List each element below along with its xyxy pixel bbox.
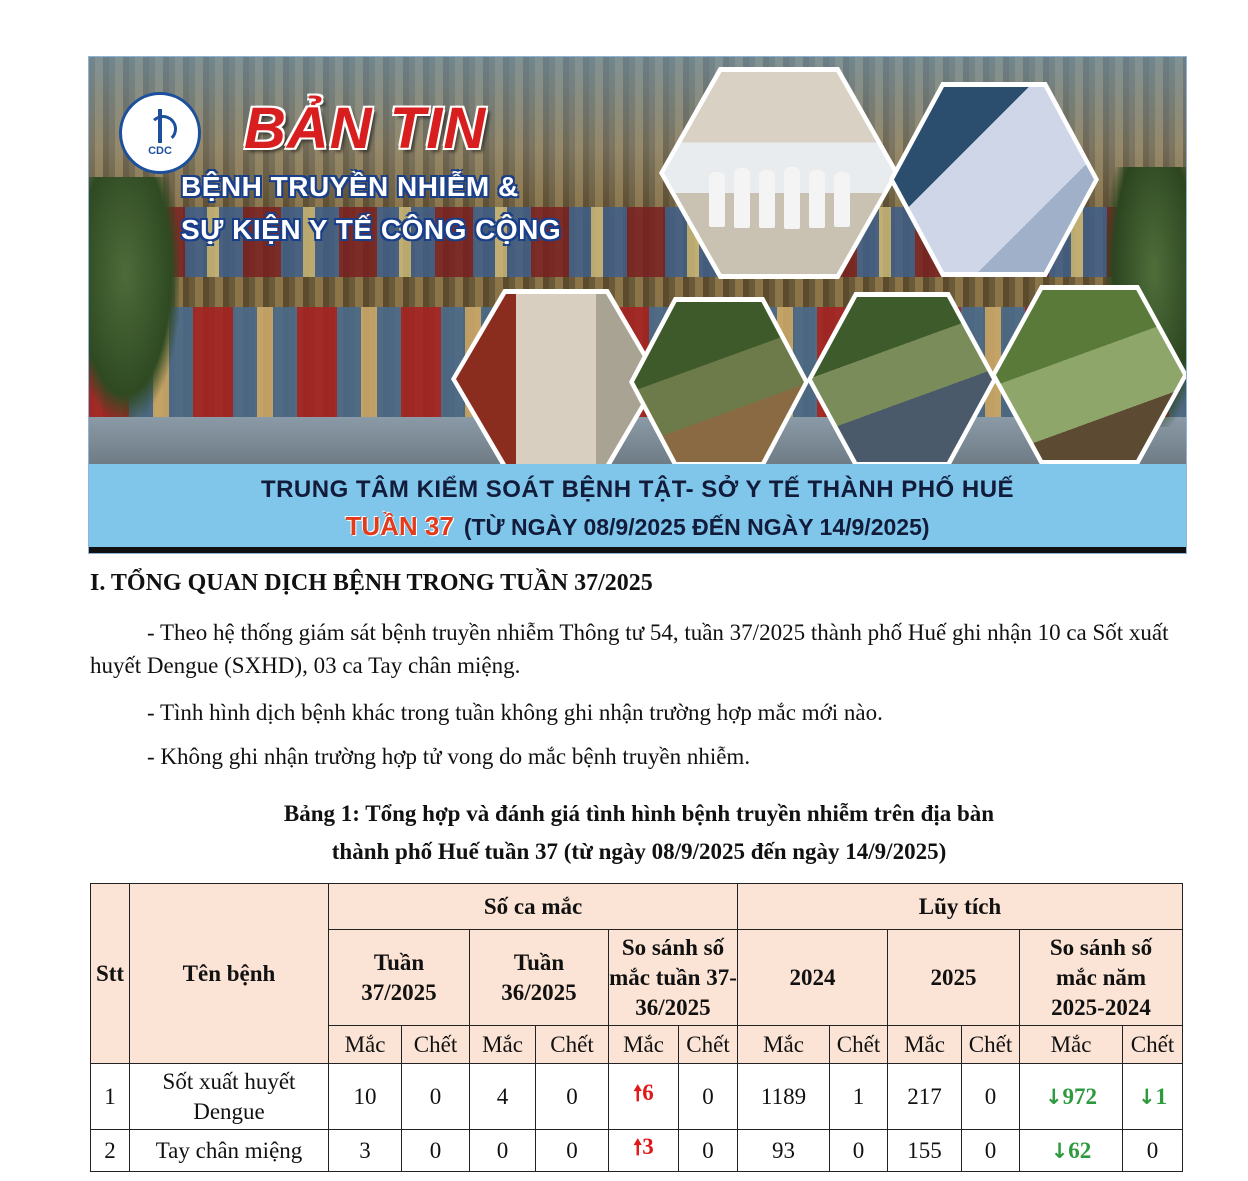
table-caption-line-1: Bảng 1: Tổng hợp và đánh giá tình hình bệnh truyền nhiễm trên địa bàn (283, 801, 995, 826)
subheader-mac: Mắc (888, 1026, 962, 1064)
subheader-mac: Mắc (329, 1026, 402, 1064)
header-cases-group: Số ca mắc (329, 884, 738, 930)
subheader-mac: Mắc (609, 1026, 679, 1064)
cell-compare-year-mac: ↓62 (1020, 1130, 1123, 1172)
subheader-chet: Chết (402, 1026, 470, 1064)
cell-w36-mac: 4 (470, 1064, 536, 1130)
banner-week-line (89, 511, 1186, 542)
cell-compare-week-chet: 0 (679, 1064, 738, 1130)
cdc-caduceus-icon: CDC (119, 92, 201, 174)
cell-compare-week-chet: 0 (679, 1130, 738, 1172)
cell-w37-chet: 0 (402, 1130, 470, 1172)
section-title: I. TỔNG QUAN DỊCH BỆNH TRONG TUẦN 37/2025 (90, 570, 653, 596)
header-compare-year: So sánh số mắc năm 2025-2024 (1020, 930, 1183, 1026)
cell-2024-chet: 0 (830, 1130, 888, 1172)
header-year-2025: 2025 (888, 930, 1020, 1026)
subheader-chet: Chết (830, 1026, 888, 1064)
cell-disease-name: Sốt xuất huyết Dengue (130, 1064, 329, 1130)
cell-w36-chet: 0 (536, 1130, 609, 1172)
cell-stt: 1 (91, 1064, 130, 1130)
disease-summary-table (90, 883, 1183, 1172)
arrow-down-icon: ↓ (1137, 1084, 1156, 1109)
banner-subtitle-2: SỰ KIỆN Y TẾ CÔNG CỘNG (181, 214, 562, 245)
paragraph-2: - Tình hình dịch bệnh khác trong tuần không ghi nhận trường hợp mắc mới nào. (147, 700, 883, 725)
cell-2025-chet: 0 (962, 1064, 1020, 1130)
cell-w36-chet: 0 (536, 1064, 609, 1130)
banner-photo-collage (89, 57, 1186, 464)
header-cumulative-group: Lũy tích (738, 884, 1183, 930)
header-week-36: Tuần 36/2025 (470, 930, 609, 1026)
cell-w37-mac: 10 (329, 1064, 402, 1130)
paragraph-3: - Không ghi nhận trường hợp tử vong do mắc bệnh truyền nhiễm. (147, 744, 751, 769)
cell-w37-chet: 0 (402, 1064, 470, 1130)
subheader-mac: Mắc (470, 1026, 536, 1064)
cell-w37-mac: 3 (329, 1130, 402, 1172)
arrow-up-icon: 🠕 (633, 1081, 643, 1105)
cell-w36-mac: 0 (470, 1130, 536, 1172)
banner-week: TUẦN 37 (345, 511, 454, 541)
header-week-37: Tuần 37/2025 (329, 930, 470, 1026)
cell-compare-week-mac: 🠕6 (609, 1064, 679, 1130)
cell-2024-mac: 93 (738, 1130, 830, 1172)
cell-2025-chet: 0 (962, 1130, 1020, 1172)
arrow-down-icon: ↓ (1050, 1138, 1069, 1163)
banner-title: BẢN TIN (244, 96, 487, 161)
cell-stt: 2 (91, 1130, 130, 1172)
header-compare-week: So sánh số mắc tuần 37-36/2025 (609, 930, 738, 1026)
cell-disease-name: Tay chân miệng (130, 1130, 329, 1172)
banner-subtitle-1: BỆNH TRUYỀN NHIỄM & (181, 171, 519, 202)
subheader-mac: Mắc (1020, 1026, 1123, 1064)
cell-compare-year-chet: ↓1 (1123, 1064, 1183, 1130)
table-caption-line-2: thành phố Huế tuần 37 (từ ngày 08/9/2025 đến ngày 14/9/2025) (331, 839, 947, 864)
subheader-chet: Chết (536, 1026, 609, 1064)
cell-compare-week-mac: 🠕3 (609, 1130, 679, 1172)
subheader-chet: Chết (1123, 1026, 1183, 1064)
paragraph-1: - Theo hệ thống giám sát bệnh truyền nhiễm Thông tư 54, tuần 37/2025 thành phố Huế ghi nhận 10 ca Sốt xuất huyết Dengue (SXHD), 03 ca Tay chân miệng. (90, 620, 1169, 678)
cell-2025-mac: 155 (888, 1130, 962, 1172)
cell-compare-year-mac: ↓972 (1020, 1064, 1123, 1130)
header-year-2024: 2024 (738, 930, 888, 1026)
arrow-down-icon: ↓ (1044, 1084, 1063, 1109)
bulletin-banner (88, 56, 1187, 554)
banner-organization: TRUNG TÂM KIỂM SOÁT BỆNH TẬT- SỞ Y TẾ THÀNH PHỐ HUẾ (260, 476, 1015, 503)
banner-divider (89, 547, 1186, 554)
header-stt: Stt (91, 884, 130, 1064)
subheader-chet: Chết (962, 1026, 1020, 1064)
banner-footer-band (89, 464, 1186, 547)
header-disease-name: Tên bệnh (130, 884, 329, 1064)
cell-2025-mac: 217 (888, 1064, 962, 1130)
cell-compare-year-chet: 0 (1123, 1130, 1183, 1172)
subheader-chet: Chết (679, 1026, 738, 1064)
arrow-up-icon: 🠕 (633, 1135, 643, 1159)
banner-date-range: (TỪ NGÀY 08/9/2025 ĐẾN NGÀY 14/9/2025) (463, 514, 930, 540)
table-row (91, 1064, 1183, 1130)
subheader-mac: Mắc (738, 1026, 830, 1064)
cell-2024-chet: 1 (830, 1064, 888, 1130)
cell-2024-mac: 1189 (738, 1064, 830, 1130)
table-row (91, 1130, 1183, 1172)
